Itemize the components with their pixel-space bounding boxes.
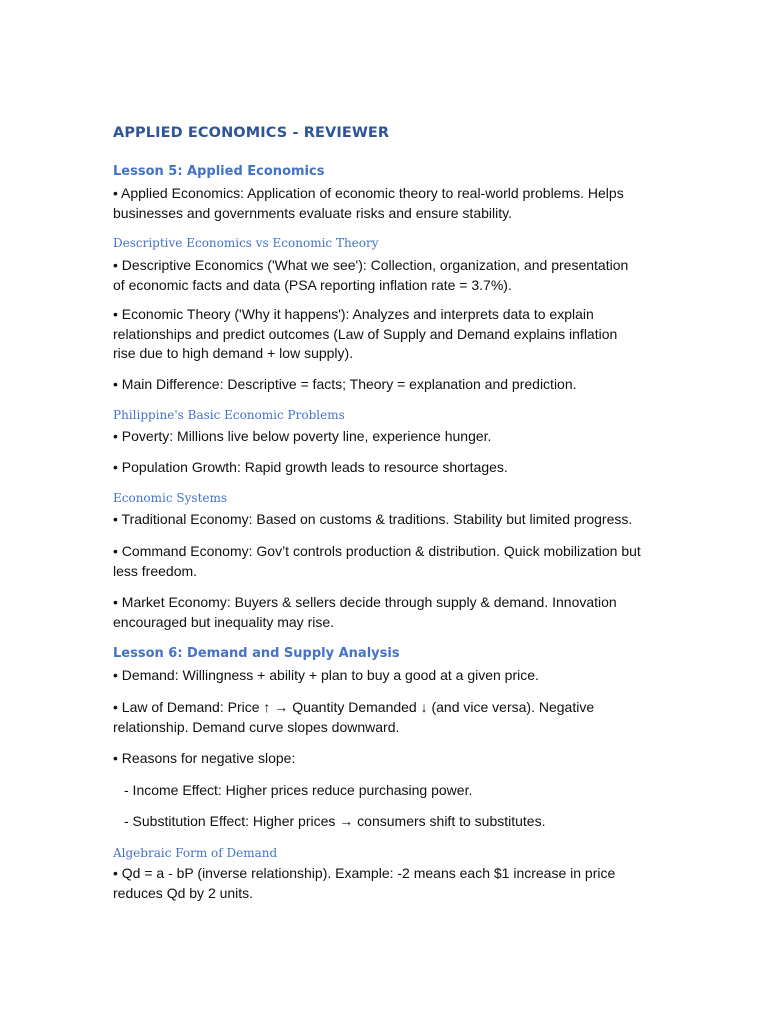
algebraic-demand-item: • Qd = a - bP (inverse relationship). Example: -2 means each $1 increase in price reduces Qd by 2 units. xyxy=(113,865,616,901)
main-difference-item: • Main Difference: Descriptive = facts; Theory = explanation and prediction. xyxy=(113,376,577,392)
document-title: APPLIED ECONOMICS - REVIEWER xyxy=(113,125,390,141)
descriptive-vs-theory-heading: Descriptive Economics vs Economic Theory xyxy=(113,236,379,250)
population-growth-item: • Population Growth: Rapid growth leads to resource shortages. xyxy=(113,459,508,475)
algebraic-demand-heading: Algebraic Form of Demand xyxy=(113,846,278,860)
negative-slope-item: • Reasons for negative slope: xyxy=(113,750,296,766)
economic-theory-item: • Economic Theory ('Why it happens'): Analyzes and interprets data to explain relationships and predict outcomes (Law of Supply and Demand explains inflation rise due to high demand + low supply). xyxy=(113,306,618,361)
poverty-item: • Poverty: Millions live below poverty line, experience hunger. xyxy=(113,428,492,444)
command-economy-item: • Command Economy: Gov’t controls production & distribution. Quick mobilization but less freedom. xyxy=(113,543,641,579)
substitution-effect-item: - Substitution Effect: Higher prices → consumers shift to substitutes. xyxy=(124,813,546,829)
income-effect-item: - Income Effect: Higher prices reduce purchasing power. xyxy=(124,782,473,798)
descriptive-economics-item: • Descriptive Economics ('What we see'): Collection, organization, and presentation of economic facts and data (PSA reporting inflation rate = 3.7%). xyxy=(113,257,629,293)
market-economy-item: • Market Economy: Buyers & sellers decide through supply & demand. Innovation encouraged but inequality may rise. xyxy=(113,594,617,630)
ph-problems-heading: Philippine's Basic Economic Problems xyxy=(113,408,345,422)
lesson5-heading: Lesson 5: Applied Economics xyxy=(113,164,325,179)
lesson6-heading: Lesson 6: Demand and Supply Analysis xyxy=(113,646,400,661)
economic-systems-heading: Economic Systems xyxy=(113,491,228,505)
law-of-demand-item: • Law of Demand: Price ↑ → Quantity Demanded ↓ (and vice versa). Negative relationship. Demand curve slopes downward. xyxy=(113,699,595,735)
demand-item: • Demand: Willingness + ability + plan to buy a good at a given price. xyxy=(113,667,539,683)
lesson5-intro: • Applied Economics: Application of economic theory to real-world problems. Helps businesses and governments evaluate risks and ensure stability. xyxy=(113,185,624,221)
traditional-economy-item: • Traditional Economy: Based on customs & traditions. Stability but limited progress. xyxy=(113,511,633,527)
